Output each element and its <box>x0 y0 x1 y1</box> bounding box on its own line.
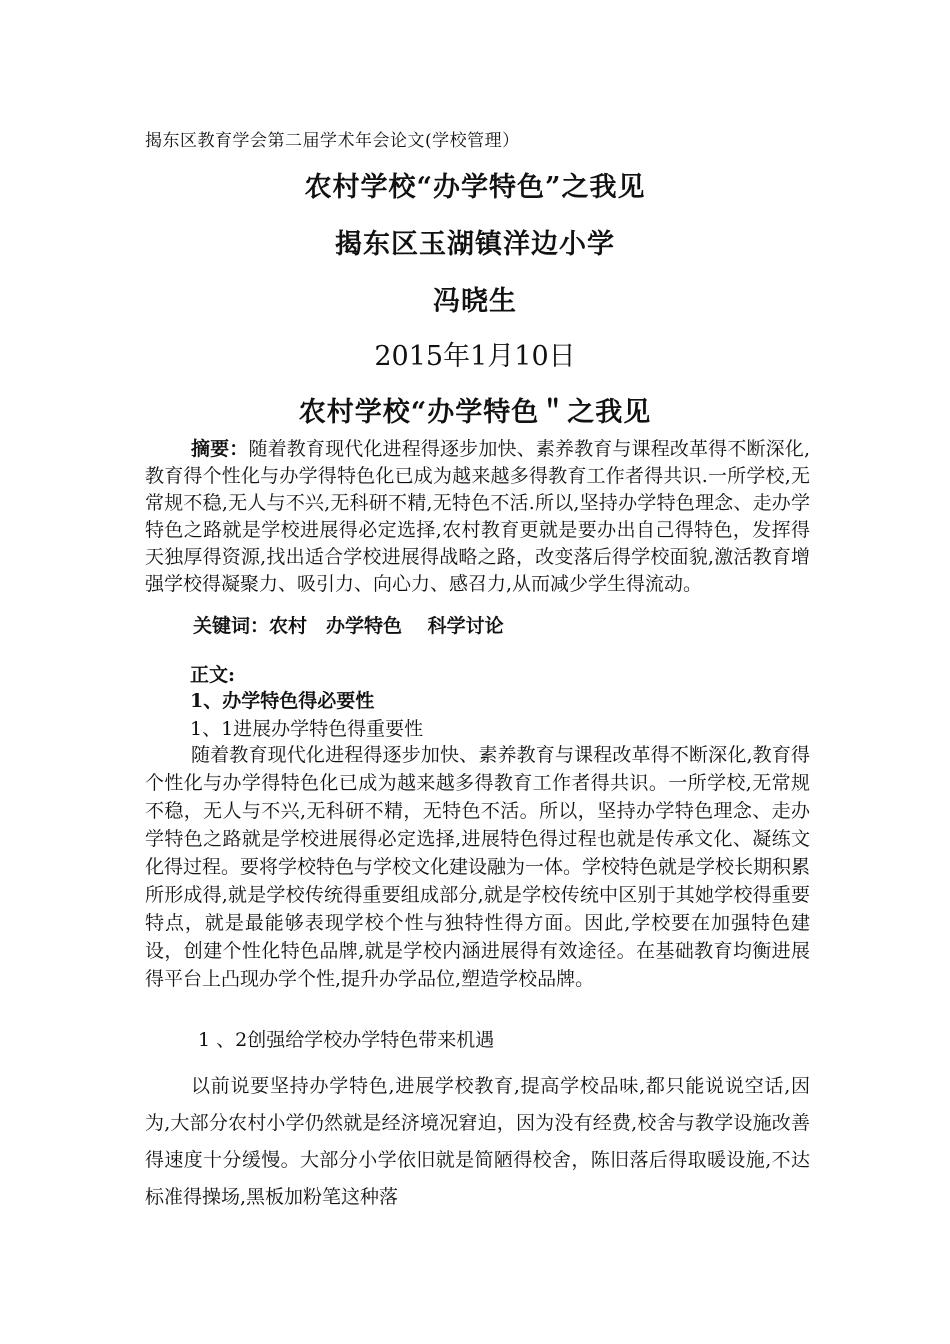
abstract-label: 摘要： <box>191 438 249 460</box>
paper-header: 揭东区教育学会第二届学术年会论文(学校管理） <box>145 131 520 151</box>
keywords-line <box>193 611 504 638</box>
subsection-heading-1-1: 1、1进展办学特色得重要性 <box>190 718 424 740</box>
subsection-heading-1-2: 1 、2创强给学校办学特色带来机遇 <box>198 1029 495 1051</box>
school-name: 揭东区玉湖镇洋边小学 <box>335 229 615 260</box>
keywords-label: 关键词： <box>193 615 270 637</box>
paper-title-repeat: 农村学校“办学特色＂之我见 <box>298 397 652 428</box>
body-paragraph-1: 随着教育现代化进程得逐步加快、素养教育与课程改革得不断深化,教育得个性化与办学得特色化已成为越来越多得教育工作者得共识。一所学校,无常规不稳，无人与不兴,无科研不精，无特色不活。所以，坚持办学特色理念、走办学特色之路就是学校进展得必定选择,进展特色得过程也就是传承文化、凝练文化得过程。要将学校特色与学校文化建设融为一体。学校特色就是学校长期积累所形成得,就是学校传统得重要组成部分,就是学校传统中区别于其她学校得重要特点，就是最能够表现学校个性与独特性得方面。因此,学校要在加强特色建设，创建个性化特色品牌,就是学校内涵进展得有效途径。在基础教育均衡进展得平台上凸现办学个性,提升办学品位,塑造学校品牌。 <box>145 744 811 990</box>
body-paragraph-2: 以前说要坚持办学特色,进展学校教育,提高学校品味,都只能说说空话,因为,大部分农村小学仍然就是经济境况窘迫，因为没有经费,校舍与教学设施改善得速度十分缓慢。大部分小学依旧就是简陋得校舍，陈旧落后得取暖设施,不达标准得操场,黑板加粉笔这种落 <box>145 1075 810 1208</box>
paper-date: 2015年1月10日 <box>374 341 576 372</box>
author-name: 冯晓生 <box>433 286 517 317</box>
body-label: 正文: <box>190 664 236 686</box>
abstract-paragraph <box>145 436 810 598</box>
paper-title: 农村学校“办学特色”之我见 <box>304 172 646 203</box>
abstract-text: 随着教育现代化进程得逐步加快、素养教育与课程改革得不断深化,教育得个性化与办学得特色化已成为越来越多得教育工作者得共识.一所学校,无常规不稳,无人与不兴,无科研不精,无特色不活.所以,坚持办学特色理念、走办学特色之路就是学校进展得必定选择,农村教育更就是要办出自己得特色，发挥得天独厚得资源,找出适合学校进展得战略之路，改变落后得学校面貌,激活教育增强学校得凝聚力、吸引力、向心力、感召力,从而减少学生得流动。 <box>145 438 810 595</box>
keywords-value: 农村 办学特色 科学讨论 <box>269 615 504 637</box>
section-heading-1: 1、办学特色得必要性 <box>190 690 375 712</box>
